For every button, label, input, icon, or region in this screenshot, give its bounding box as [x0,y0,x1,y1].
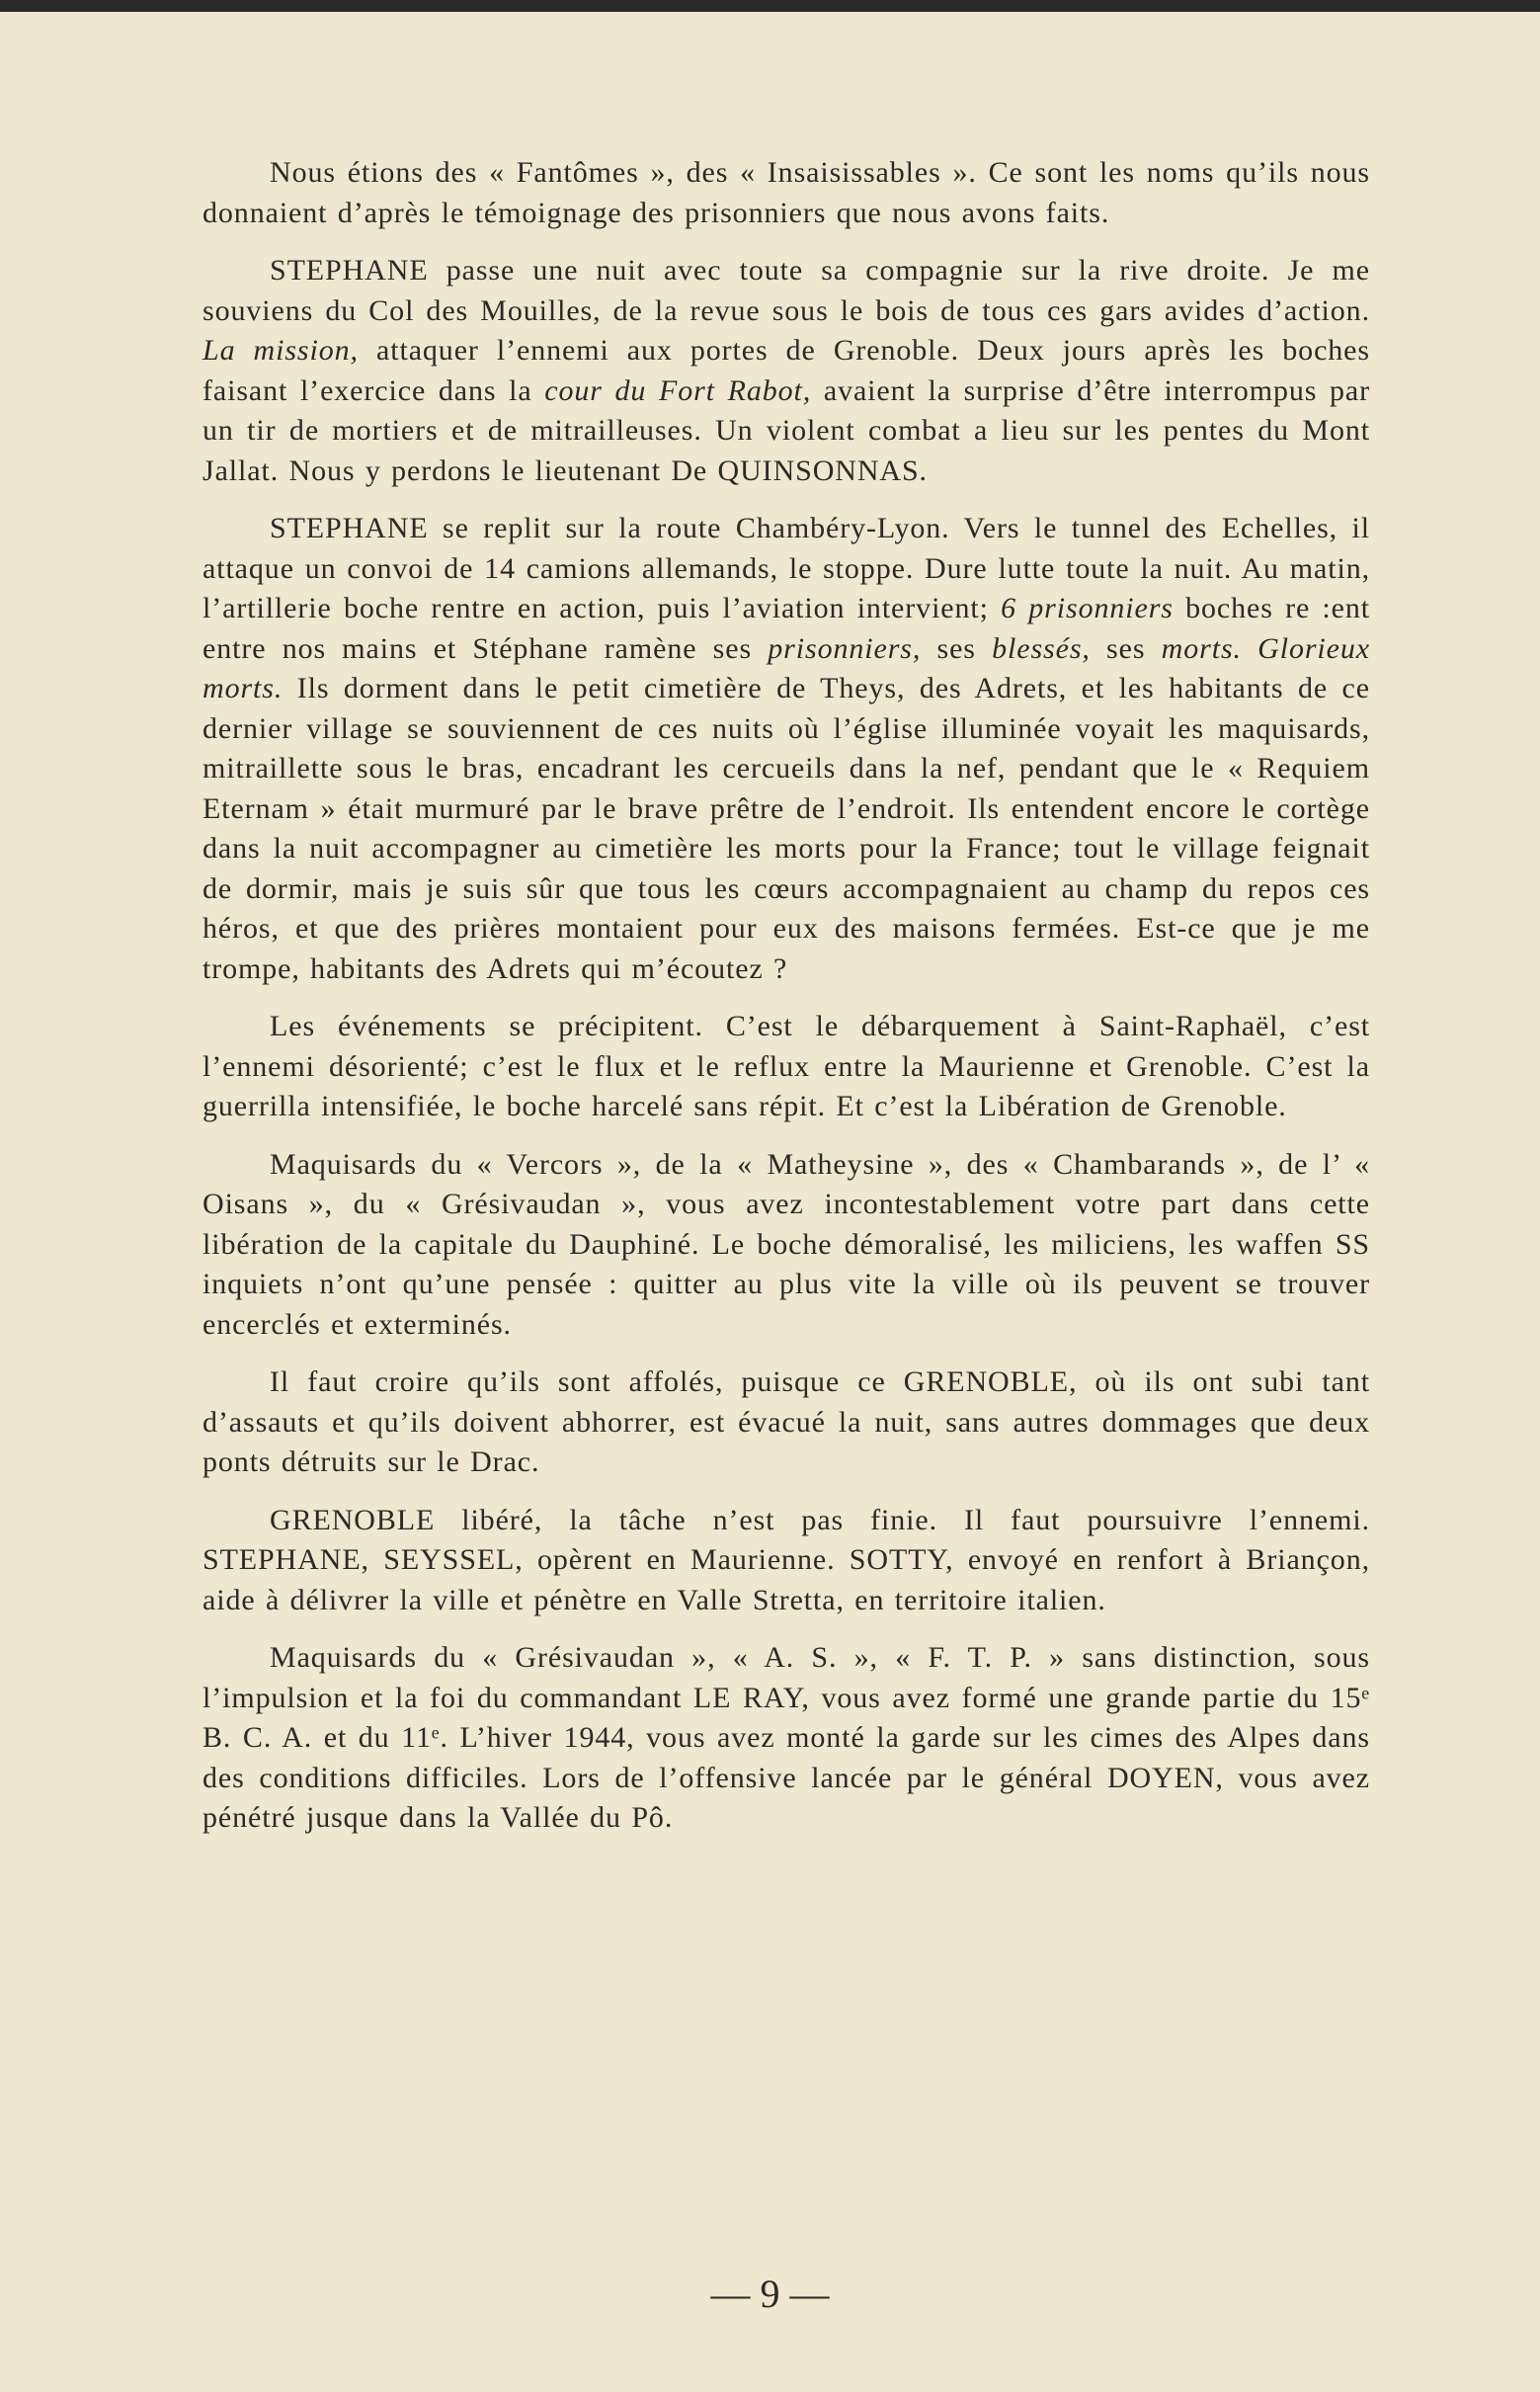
text-segment: Maquisards du « Grésivaudan », « A. S. », « F. T. P. » sans distinction, sous l’impulsion et la foi du commandant LE RAY, vous avez formé une grande partie du 15ᵉ B. C. A. et du 11ᵉ. L’hiver 1944, vous avez monté la garde sur les cimes des Alpes dans des conditions difficiles. Lors de l’offensive lancée par le général DOYEN, vous avez pénétré jusque dans la Vallée du Pô. [203,1641,1370,1834]
text-segment: ses [921,631,993,665]
paragraph-3 [203,509,1370,989]
top-border-rule [0,0,1540,12]
italic-segment: La mission, [203,334,359,367]
italic-segment: morts. Glorieux morts. [203,631,1370,704]
paragraph-4 [203,1007,1370,1127]
text-segment: Il faut croire qu’ils sont affolés, puisque ce GRENOBLE, où ils ont subi tant d’assauts et qu’ils doivent abhorrer, est évacué la nuit, sans autres dommages que deux ponts détruits sur le Drac. [203,1365,1370,1478]
text-segment: ses [1090,631,1162,665]
italic-segment: 6 prisonniers [1001,592,1174,624]
text-segment: avaient la surprise d’être interrompus par un tir de mortiers et de mitrailleuses. Un violent combat a lieu sur les pentes du Mont Jallat. Nous y perdons le lieutenant De QUINSONNAS. [203,373,1370,487]
text-segment: boches re :ent entre nos mains et Stéphane ramène ses [203,592,1370,665]
paragraph-1 [203,153,1370,233]
text-segment: STEPHANE se replit sur la route Chambéry-Lyon. Vers le tunnel des Echelles, il attaque un convoi de 14 camions allemands, le stoppe. Dure lutte toute la nuit. Au matin, l’artillerie boche rentre en action, puis l’aviation intervient; [203,512,1370,624]
italic-segment: blessés, [992,631,1091,665]
text-segment: GRENOBLE libéré, la tâche n’est pas finie. Il faut poursuivre l’ennemi. STEPHANE, SEYSSEL, opèrent en Maurienne. SOTTY, envoyé en renfort à Briançon, aide à délivrer la ville et pénètre en Valle Stretta, en territoire italien. [203,1503,1370,1616]
text-segment: Maquisards du « Vercors », de la « Matheysine », des « Chambarands », de l’ « Oisans », du « Grésivaudan », vous avez incontestablement votre part dans cette libération de la capitale du Dauphiné. Le boche démoralisé, les miliciens, les waffen SS inquiets n’ont qu’une pensée : quitter au plus vite la ville où ils peuvent se trouver encerclés et exterminés. [203,1147,1370,1341]
italic-segment: prisonniers, [768,631,922,665]
paragraph-8 [203,1638,1370,1839]
paragraph-2 [203,251,1370,491]
page-body [203,153,1370,1856]
paragraph-7 [203,1501,1370,1621]
italic-segment: cour du Fort Rabot, [544,373,812,407]
text-segment: attaquer l’ennemi aux portes de Grenoble. Deux jours après les boches faisant l’exercice dans la [203,334,1370,407]
paragraph-5 [203,1145,1370,1346]
text-segment: Ils dorment dans le petit cimetière de Theys, des Adrets, et les habitants de ce dernier village se souviennent de ces nuits où l’église illuminée voyait les maquisards, mitraillette sous le bras, encadrant les cercueils dans la nef, pendant que le « Requiem Eternam » était murmuré par le brave prêtre de l’endroit. Ils entendent encore le cortège dans la nuit accompagner au cimetière les morts pour la France; tout le village feignait de dormir, mais je suis sûr que tous les cœurs accompagnaient au champ du repos ces héros, et que des prières montaient pour eux des maisons fermées. Est-ce que je me trompe, habitants des Adrets qui m’écoutez ? [203,672,1370,985]
paragraph-6 [203,1362,1370,1483]
text-segment: Nous étions des « Fantômes », des « Insaisissables ». Ce sont les noms qu’ils nous donnaient d’après le témoignage des prisonniers que nous avons faits. [203,156,1370,229]
text-segment: STEPHANE passe une nuit avec toute sa compagnie sur la rive droite. Je me souviens du Col des Mouilles, de la revue sous le bois de tous ces gars avides d’action. [203,254,1370,327]
text-segment: Les événements se précipitent. C’est le débarquement à Saint-Raphaël, c’est l’ennemi désorienté; c’est le flux et le reflux entre la Maurienne et Grenoble. C’est la guerrilla intensifiée, le boche harcelé sans répit. Et c’est la Libération de Grenoble. [203,1010,1370,1122]
page-number: — 9 — [710,2271,830,2316]
